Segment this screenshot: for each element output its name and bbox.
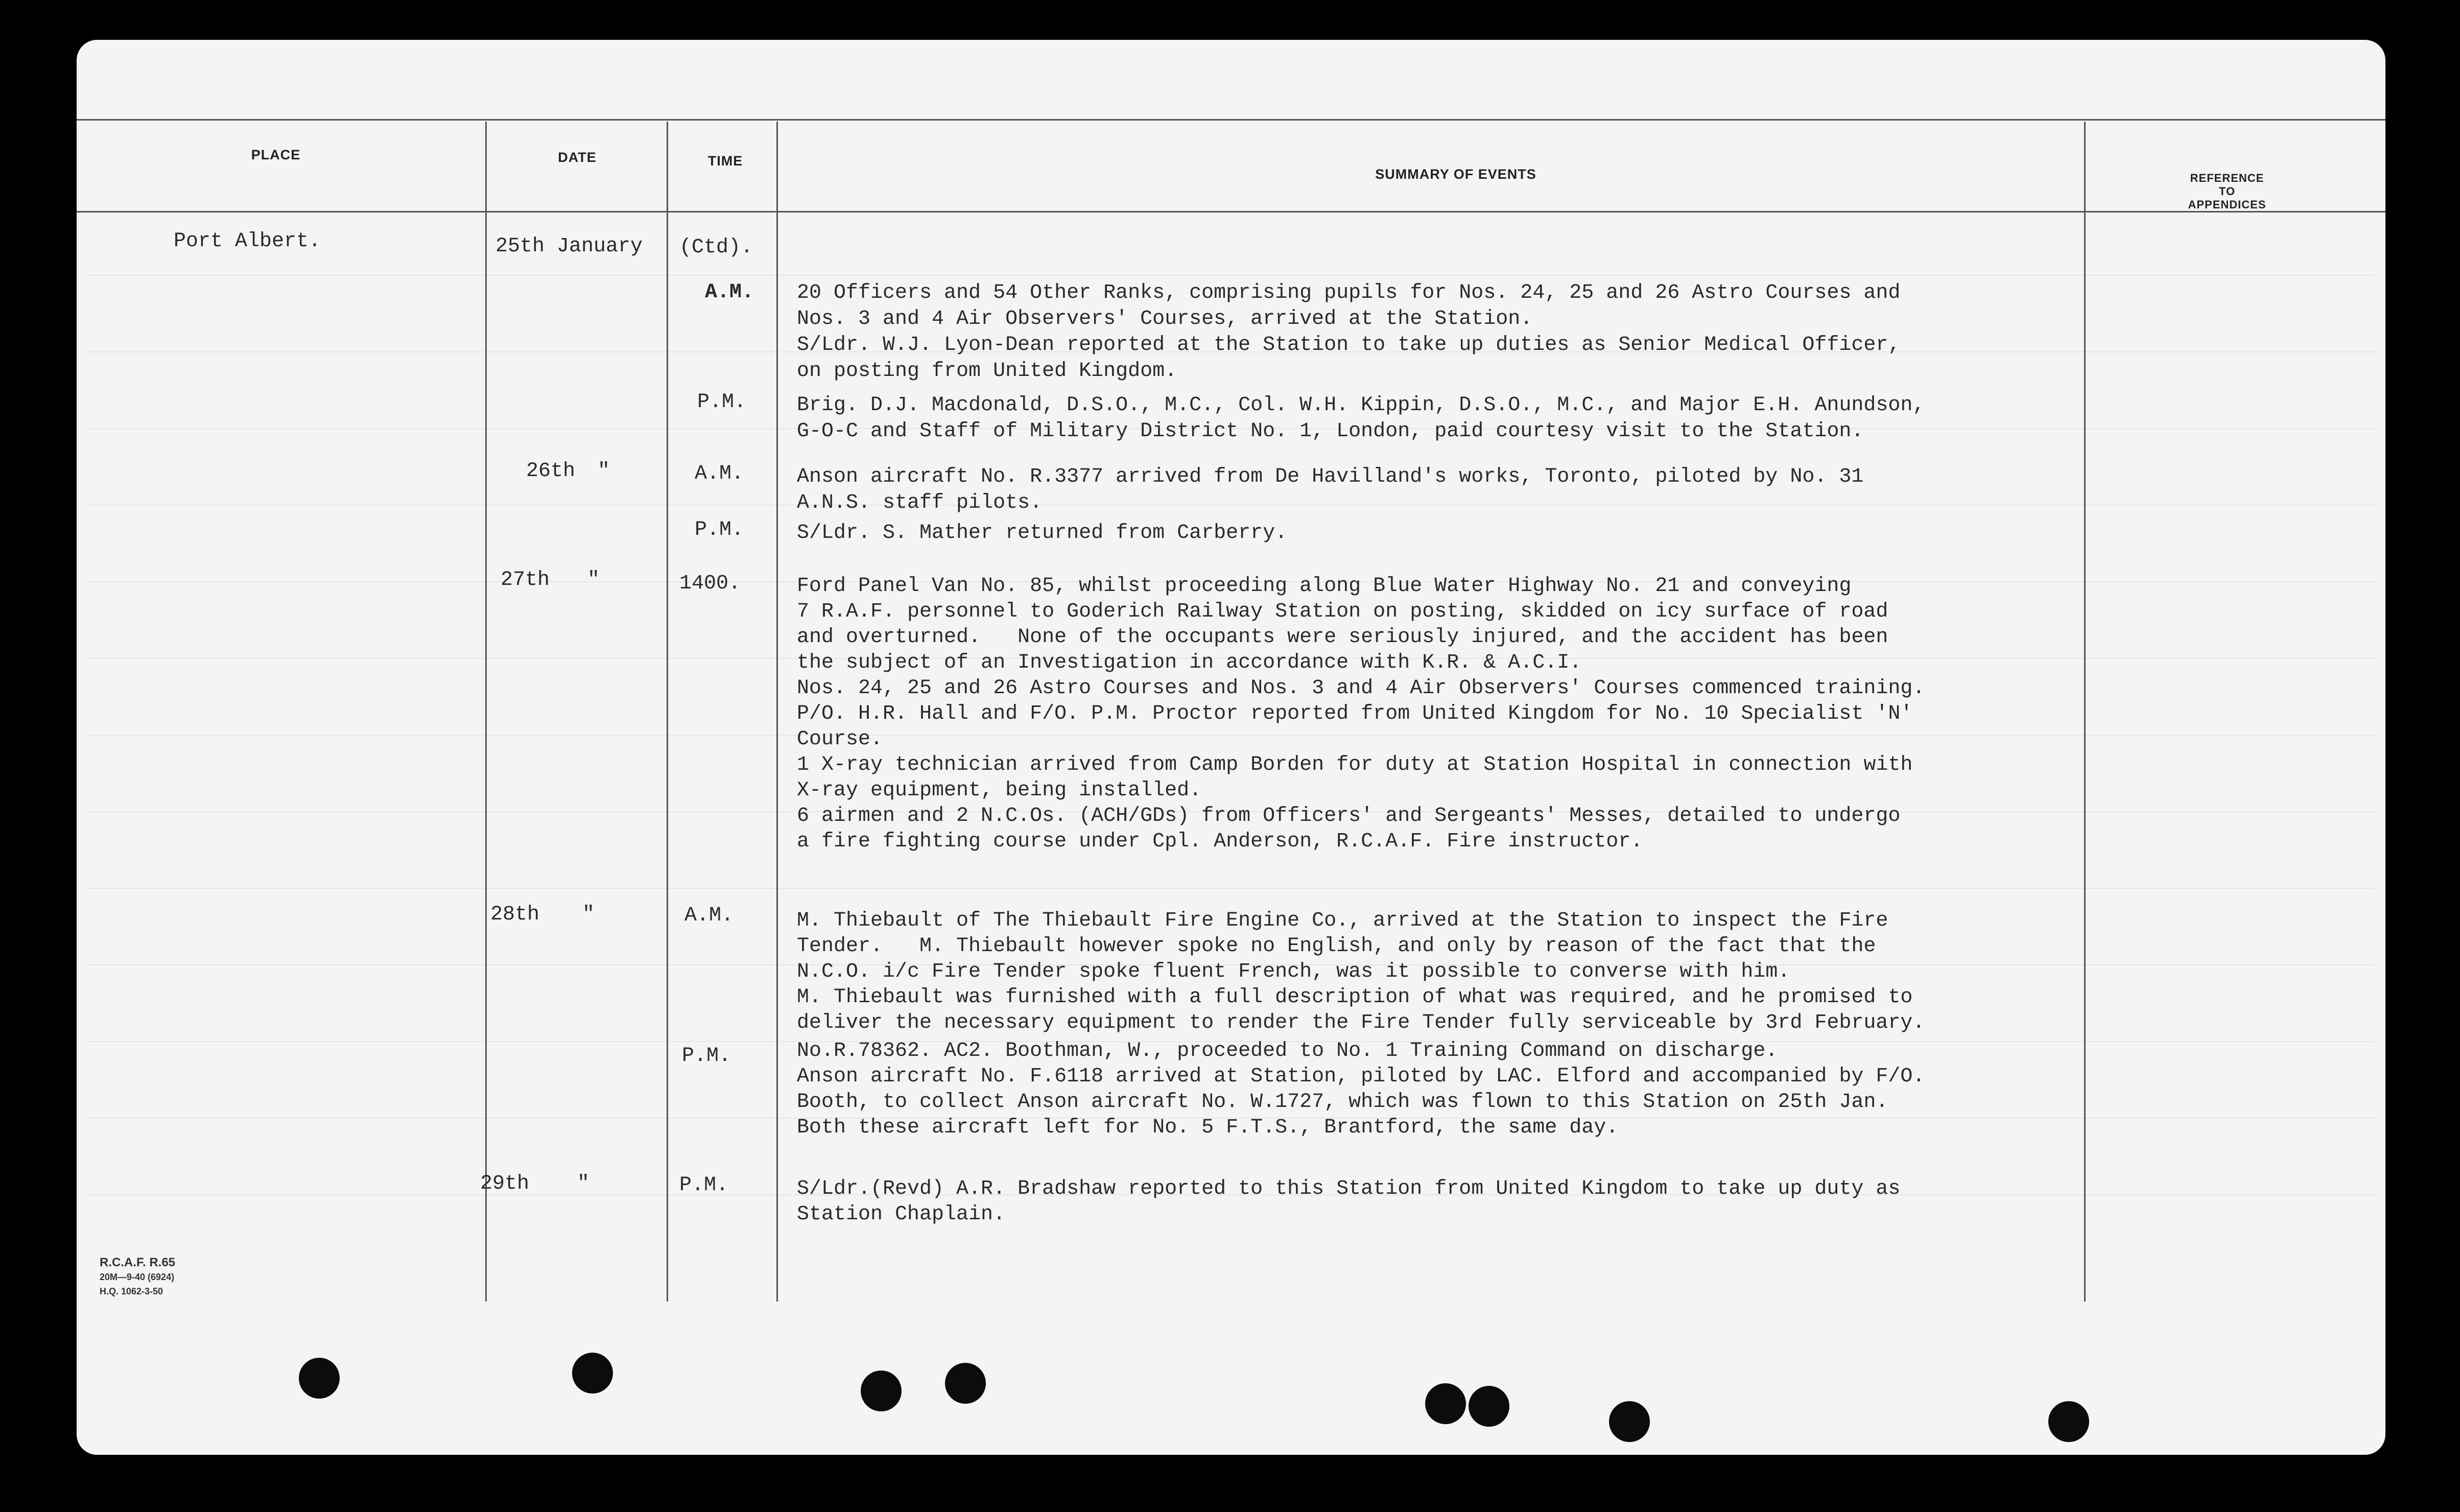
punch-hole	[1425, 1383, 1466, 1424]
punch-hole	[1469, 1386, 1509, 1427]
time-cell: P.M.	[679, 1174, 729, 1197]
header-top-border	[77, 119, 2385, 121]
column-divider	[485, 122, 487, 1302]
event-entry: No.R.78362. AC2. Boothman, W., proceeded to No. 1 Training Command on discharge. Anson aircraft No. F.6118 arrived at Station, piloted by LAC. Elford and accompanied by F/O. Booth, to collect Anson aircraft No. W.1727, which was flown to this Station on 25th Jan. Both these aircraft left for No. 5 F.T.S., Brantford, the same day.	[797, 1040, 1925, 1139]
time-cell: A.M.	[705, 281, 754, 304]
date-cell: 26th	[526, 460, 576, 483]
header-date: DATE	[558, 150, 597, 165]
form-number: R.C.A.F. R.65	[100, 1256, 176, 1269]
form-hq-reference: H.Q. 1062-3-50	[100, 1286, 163, 1296]
time-cell: A.M.	[695, 462, 744, 485]
event-entry: Brig. D.J. Macdonald, D.S.O., M.C., Col. W.H. Kippin, D.S.O., M.C., and Major E.H. Anundson, G-O-C and Staff of Military District No. 1, London, paid courtesy visit to the Station.	[797, 394, 1925, 443]
date-cell: 27th	[501, 569, 550, 592]
date-cell: 29th	[480, 1172, 530, 1195]
punch-hole	[2048, 1401, 2089, 1442]
event-entry: Anson aircraft No. R.3377 arrived from De Havilland's works, Toronto, piloted by No. 31 A.N.S. staff pilots.	[797, 465, 1864, 514]
form-reference	[100, 1256, 175, 1298]
time-cell: P.M.	[697, 391, 747, 414]
time-cell: P.M.	[682, 1045, 731, 1068]
event-entry: M. Thiebault of The Thiebault Fire Engine Co., arrived at the Station to inspect the Fire Tender. M. Thiebault however spoke no English, and only by reason of the fact that the N.C.O. i/c Fire Tender spoke fluent French, was it possible to converse with him. M. Thiebault was furnished with a full description of what was required, and he promised to deliver the necessary equipment to render the Fire Tender fully serviceable by 3rd February.	[797, 909, 1925, 1034]
punch-hole	[945, 1363, 986, 1404]
time-cell: A.M.	[684, 904, 734, 927]
place-cell: Port Albert.	[174, 230, 321, 253]
ditto-mark: "	[587, 569, 600, 592]
ledger-rule	[87, 888, 2375, 889]
punch-hole	[861, 1371, 902, 1411]
date-continued: (Ctd).	[679, 236, 753, 259]
event-entry: S/Ldr.(Revd) A.R. Bradshaw reported to this Station from United Kingdom to take up duty as Station Chaplain.	[797, 1177, 1901, 1226]
time-cell: 1400.	[679, 572, 741, 595]
punch-hole	[572, 1353, 613, 1393]
ditto-mark: "	[598, 460, 610, 483]
punch-hole	[1609, 1401, 1650, 1442]
header-time: TIME	[707, 153, 743, 169]
time-cell: P.M.	[695, 518, 744, 541]
header-reference-to-appendices: REFERENCE TO APPENDICES	[2188, 172, 2266, 211]
event-entry: Ford Panel Van No. 85, whilst proceeding along Blue Water Highway No. 21 and conveying 7 R.A.F. personnel to Goderich Railway Station on posting, skidded on icy surface of road and overturned. None of the occupants were seriously injured, and the accident has been the subject of an Investigation in accordance with K.R. & A.C.I. Nos. 24, 25 and 26 Astro Courses and Nos. 3 and 4 Air Observers' Courses commenced training. P/O. H.R. Hall and F/O. P.M. Proctor reported from United Kingdom for No. 10 Specialist 'N' Course. 1 X-ray technician arrived from Camp Borden for duty at Station Hospital in connection with X-ray equipment, being installed. 6 airmen and 2 N.C.Os. (ACH/GDs) from Officers' and Sergeants' Messes, detailed to undergo a fire fighting course under Cpl. Anderson, R.C.A.F. Fire instructor.	[797, 575, 1925, 853]
header-bottom-border	[77, 211, 2385, 212]
ditto-mark: "	[582, 903, 595, 926]
date-cell: 28th	[490, 903, 540, 926]
column-divider	[776, 122, 778, 1302]
ledger-rule	[87, 275, 2375, 276]
date-cell: 25th January	[495, 235, 643, 258]
war-diary-page	[77, 40, 2385, 1455]
event-entry: 20 Officers and 54 Other Ranks, comprising pupils for Nos. 24, 25 and 26 Astro Courses and Nos. 3 and 4 Air Observers' Courses, arrived at the Station. S/Ldr. W.J. Lyon-Dean reported at the Station to take up duties as Senior Medical Officer, on posting from United Kingdom.	[797, 281, 1901, 383]
event-entry: S/Ldr. S. Mather returned from Carberry.	[797, 522, 1288, 545]
ditto-mark: "	[577, 1172, 590, 1195]
form-print-code: 20M—9-40 (6924)	[100, 1272, 175, 1282]
punch-hole	[299, 1358, 340, 1399]
header-place: PLACE	[251, 147, 301, 162]
header-summary-of-events: SUMMARY OF EVENTS	[1375, 167, 1536, 182]
column-divider	[667, 122, 668, 1302]
